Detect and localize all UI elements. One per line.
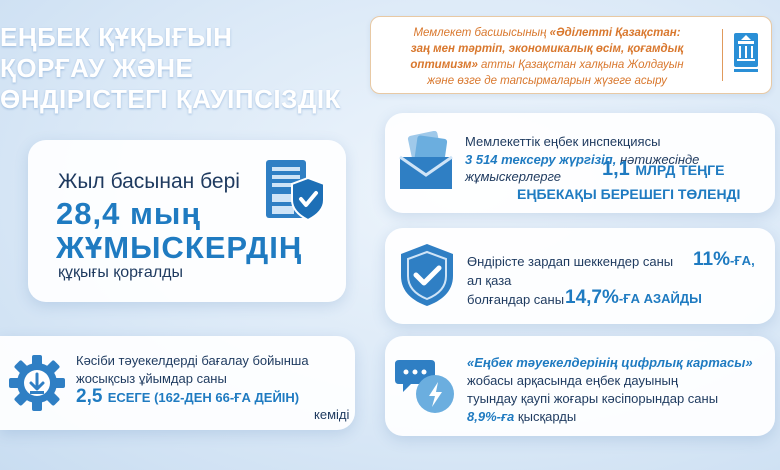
card1-line4: құқығы қорғалды xyxy=(58,264,183,281)
envelope-money-icon xyxy=(397,131,455,198)
card4-line2: жосықсыз ұйымдар саны xyxy=(76,371,227,386)
card1-value: 28,4 мың xyxy=(56,196,202,231)
title-line-3: ӨНДІРІСТЕГІ ҚАУІПСІЗДІК xyxy=(0,84,341,114)
page-title xyxy=(0,22,370,115)
card-digital-map xyxy=(385,336,775,436)
address-note xyxy=(370,16,772,94)
card-labor-inspection xyxy=(385,113,775,213)
card2-line3: жұмыскерлерге xyxy=(465,169,562,184)
card2-big-value: 1,1 xyxy=(602,158,630,180)
card4-line4: кеміді xyxy=(314,407,350,422)
card-injuries xyxy=(385,228,775,324)
card3-v2-suffix: -ҒА АЗАЙДЫ xyxy=(618,291,702,306)
document-shield-icon xyxy=(264,158,326,229)
card5-line3: туындау қаупі жоғары кәсіпорындар саны xyxy=(467,391,719,406)
note-line2: заң мен тәртіп, экономикалық өсім, қоғамдық xyxy=(410,43,684,55)
card5-line1: «Еңбек тәуекелдерінің цифрлық картасы» xyxy=(467,355,753,370)
note-divider xyxy=(722,29,723,81)
card2-line2-a: 3 514 тексеру жүргізіп, xyxy=(465,152,617,167)
card3-line1: Өндірісте зардап шеккендер саны xyxy=(467,254,674,269)
card2-line2-b: нәтижесінде xyxy=(616,152,700,167)
card3-v2-group xyxy=(565,287,702,309)
card3-v1-group xyxy=(693,249,755,271)
card5-value-suffix: қысқарды xyxy=(514,409,577,424)
note-line1-b: «Әділетті Қазақстан: xyxy=(549,27,681,39)
card2-big-unit: МЛРД ТЕҢГЕ xyxy=(635,162,725,178)
card3-v1-suffix: -ҒА, xyxy=(729,253,755,268)
note-line1-a: Мемлекет басшысының xyxy=(413,27,550,39)
card2-big xyxy=(602,158,724,181)
card2-line1: Мемлекеттік еңбек инспекциясы xyxy=(465,134,661,149)
card4-big-suffix: ЕСЕГЕ (162-ДЕН 66-ҒА ДЕЙІН) xyxy=(107,390,300,405)
card4-big-group xyxy=(76,386,299,408)
card4-big: 2,5 xyxy=(76,386,103,407)
note-line3-b: атты Қазақстан халқына Жолдауын xyxy=(477,59,684,71)
card3-line2: ал қаза xyxy=(467,273,512,288)
card5-line2: жобасы арқасында еңбек дауының xyxy=(467,373,679,388)
card4-line1: Кәсіби тәуекелдерді бағалау бойынша xyxy=(76,353,309,368)
card2-line5: ЕҢБЕКАҚЫ БЕРЕШЕГІ ТӨЛЕНДІ xyxy=(517,186,741,202)
card-risk-assessment xyxy=(0,336,355,430)
card1-line1: Жыл басынан бері xyxy=(58,170,240,193)
address-note-text xyxy=(377,25,717,89)
card3-line3: болғандар саны xyxy=(467,292,565,307)
card5-line4 xyxy=(467,408,576,426)
title-line-1: ЕҢБЕК ҚҰҚЫҒЫН xyxy=(0,22,233,52)
card-workers-rights xyxy=(28,140,346,302)
state-emblem-icon xyxy=(729,27,763,79)
card5-value: 8,9%-ға xyxy=(467,409,515,424)
card3-v2: 14,7% xyxy=(565,287,619,308)
card1-line3: ЖҰМЫСКЕРДІҢ xyxy=(56,230,303,265)
gear-download-icon xyxy=(8,354,66,417)
note-line3-a: оптимизм» xyxy=(410,59,478,71)
note-line4: және өзге де тапсырмаларын жүзеге асыру xyxy=(427,75,667,87)
shield-check-icon xyxy=(397,242,457,313)
card3-v1: 11% xyxy=(693,249,730,270)
chat-lightning-icon xyxy=(395,354,457,421)
title-line-2: ҚОРҒАУ ЖӘНЕ xyxy=(0,53,194,83)
